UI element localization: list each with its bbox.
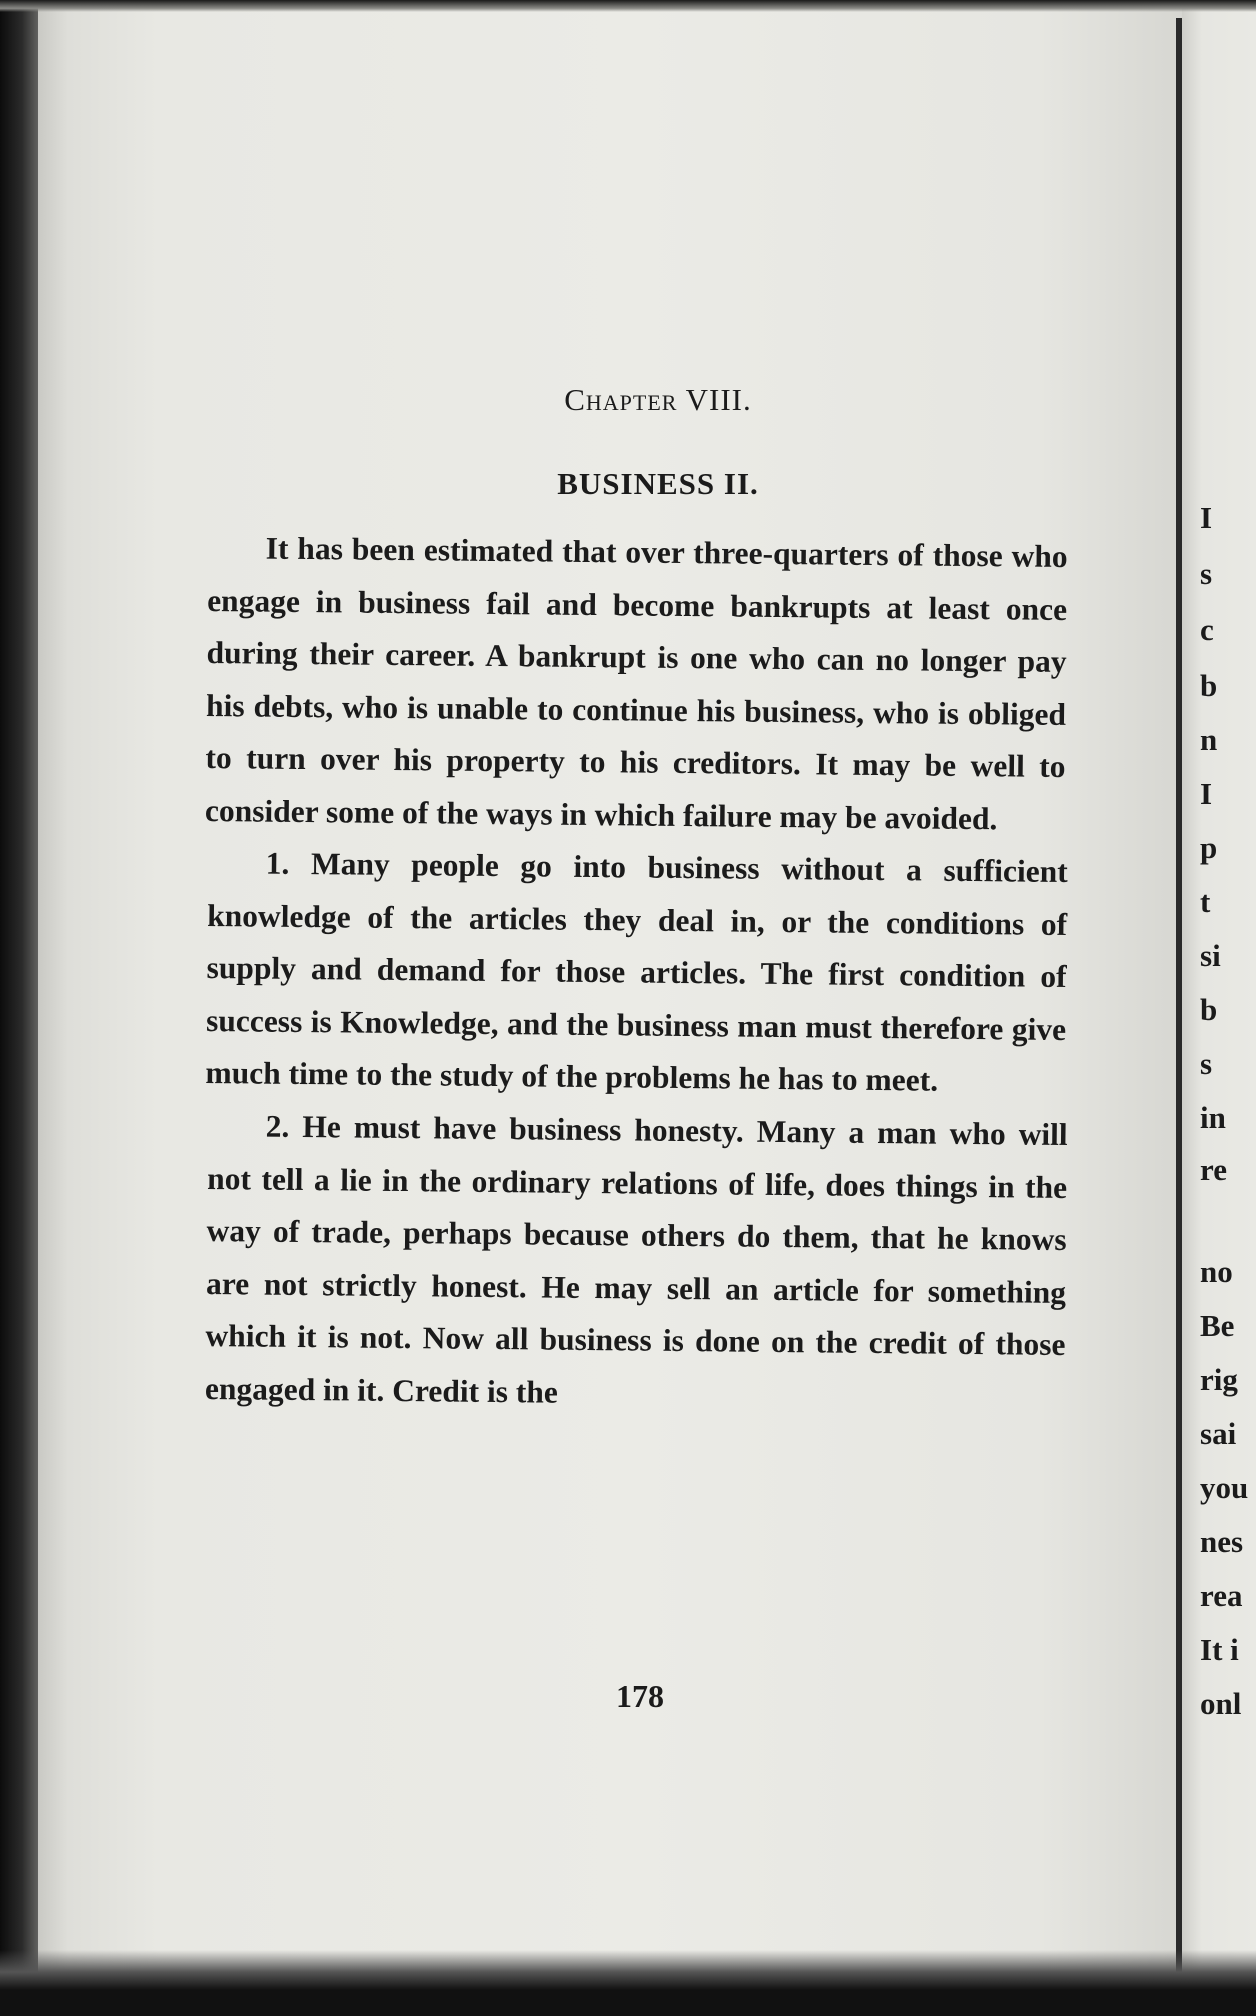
page-text-block [204,360,1068,1415]
facing-text-fragment: re [1200,1152,1227,1187]
section-heading: BUSINESS II. [557,466,759,501]
facing-text-fragment: rig [1200,1362,1238,1397]
facing-text-fragment: Be [1200,1308,1235,1343]
facing-text-fragment: It i [1200,1632,1239,1667]
facing-text-fragment: b [1200,992,1218,1027]
facing-text-fragment: t [1200,884,1211,919]
facing-text-fragment: c [1200,612,1214,647]
facing-text-fragment: rea [1200,1578,1243,1613]
facing-text-fragment: sai [1200,1416,1237,1451]
bottom-scan-edge [0,1950,1256,2016]
facing-text-fragment: no [1200,1254,1233,1289]
paragraph-intro: It has been estimated that over three-quarters of those who engage in business fail and become bankrupts at least once during their career. A bankrupt is one who can no longer pay his debts, who is unable to continue his business, who is obliged to turn over his property to his creditors. It may be well to consider some of the ways in which failure may be avoided. [204,530,1068,836]
chapter-label: Chapter VIII. [564,382,752,417]
facing-text-fragment: I [1200,776,1213,811]
chapter-heading [208,382,1068,428]
facing-text-fragment: s [1200,556,1213,591]
paragraph-point-2: 2. He must have business honesty. Many a man who will not tell a lie in the ordinary relations of life, does things in the way of trade, perhaps because others do them, that he knows are not strictly honest. He may sell an article for something which it is not. Now all business is done on the credit of those engaged in it. Credit is the [204,1108,1068,1409]
facing-text-fragment: nes [1200,1524,1244,1559]
page-number: 178 [616,1678,664,1714]
facing-text-fragment: n [1200,722,1218,757]
facing-text-fragment: onl [1200,1686,1242,1721]
facing-text-fragment: I [1200,500,1213,535]
facing-text-fragment: in [1200,1100,1226,1135]
facing-text-fragment: you [1200,1470,1249,1505]
facing-text-fragment: s [1200,1046,1213,1081]
facing-text-fragment: si [1200,938,1221,973]
facing-text-fragment: b [1200,668,1218,703]
paragraph-point-1: 1. Many people go into business without a sufficient knowledge of the articles they deal in, or the conditions of supply and demand for those articles. The first condition of success is Knowledge, and the business man must therefore give much time to the study of the problems he has to meet. [205,845,1068,1098]
top-scan-edge [0,0,1256,12]
right-page-edge [1182,0,1256,1976]
facing-text-fragment: p [1200,830,1218,865]
